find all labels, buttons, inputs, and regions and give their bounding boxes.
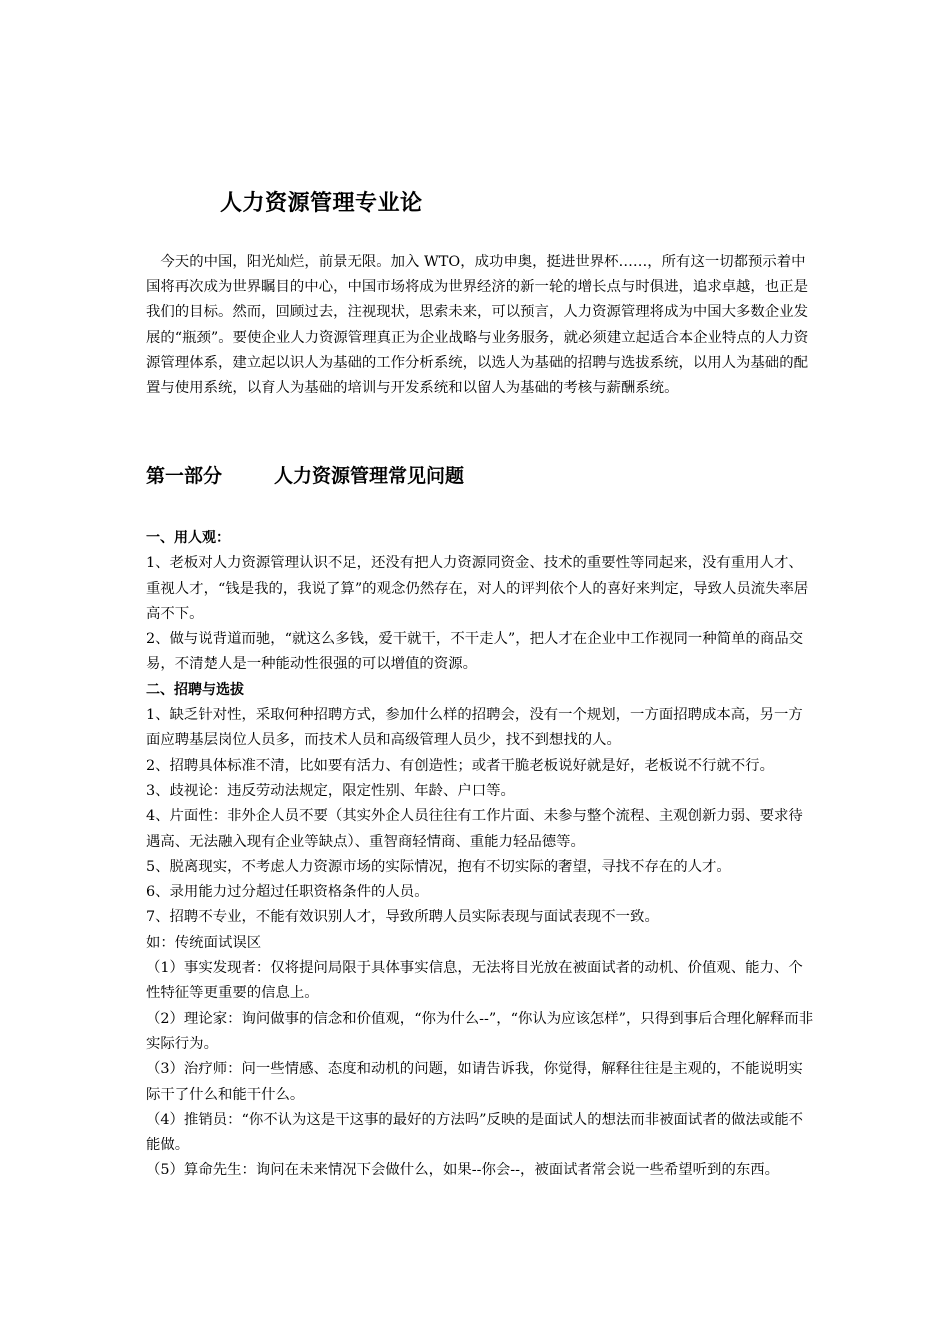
list-item: （1）事实发现者：仅将提问局限于具体事实信息，无法将目光放在被面试者的动机、价值观、能力、个性特征等更重要的信息上。 bbox=[146, 960, 803, 1002]
list-item: 如：传统面试误区 bbox=[146, 934, 262, 951]
list-item: （2）理论家：询问做事的信念和价值观，“你为什么--”，“你认为应该怎样”，只得到事后合理化解释而非实际行为。 bbox=[146, 1010, 814, 1052]
subsection-heading: 一、用人观： bbox=[146, 530, 230, 546]
list-item: 1、老板对人力资源管理认识不足，还没有把人力资源同资金、技术的重要性等同起来，没有重用人才、重视人才，“钱是我的，我说了算”的观念仍然存在，对人的评判依个人的喜好来判定，导致人员流失率居高不下。 bbox=[146, 555, 809, 622]
list-item: 2、做与说背道而驰，“就这么多钱，爱干就干，不干走人”，把人才在企业中工作视同一种简单的商品交易，不清楚人是一种能动性很强的可以增值的资源。 bbox=[146, 631, 804, 673]
list-item: （5）算命先生：询问在未来情况下会做什么，如果--你会--，被面试者常会说一些希望听到的东西。 bbox=[146, 1162, 780, 1179]
subsection-heading: 二、招聘与选拔 bbox=[146, 681, 244, 698]
list-item: 1、缺乏针对性，采取何种招聘方式，参加什么样的招聘会，没有一个规划，一方面招聘成本高，另一方面应聘基层岗位人员多，而技术人员和高级管理人员少，找不到想找的人。 bbox=[146, 707, 803, 749]
list-item: （3）治疗师：问一些情感、态度和动机的问题，如请告诉我，你觉得，解释往往是主观的，不能说明实际干了什么和能干什么。 bbox=[146, 1061, 803, 1103]
list-item: 7、招聘不专业，不能有效识别人才，导致所聘人员实际表现与面试表现不一致。 bbox=[146, 909, 659, 926]
intro-paragraph bbox=[146, 250, 810, 401]
list-item: 5、脱离现实，不考虑人力资源市场的实际情况，抱有不切实际的奢望，寻找不存在的人才。 bbox=[146, 858, 731, 875]
list-item: （4）推销员：“你不认为这是干这事的最好的方法吗”反映的是面试人的想法而非被面试者的做法或能不能做。 bbox=[146, 1111, 804, 1154]
section-heading bbox=[146, 461, 464, 488]
list-item: 4、片面性：非外企人员不要（其实外企人员往往有工作片面、未参与整个流程、主观创新力弱、要求待遇高、无法融入现有企业等缺点）、重智商轻情商、重能力轻品德等。 bbox=[146, 808, 803, 850]
section-title: 人力资源管理常见问题 bbox=[274, 465, 465, 487]
list-item: 3、歧视论：违反劳动法规定，限定性别、年龄、户口等。 bbox=[146, 782, 515, 799]
section-body bbox=[146, 526, 814, 1184]
section-part-label: 第一部分 bbox=[146, 465, 223, 487]
intro-text: 今天的中国，阳光灿烂，前景无限。加入 WTO，成功申奥，挺进世界杯……，所有这一切都预示着中国将再次成为世界瞩目的中心，中国市场将成为世界经济的新一轮的增长点与时俱进，追求卓越，也正是我们的目标。然而，回顾过去，注视现状，思索未来，可以预言，人力资源管理将成为中国大多数企业发展的“瓶颈”。要使企业人力资源管理真正为企业战略与业务服务，就必须建立起适合本企业特点的人力资源管理体系，建立起以识人为基础的工作分析系统，以选人为基础的招聘与选拔系统，以用人为基础的配置与使用系统，以育人为基础的培训与开发系统和以留人为基础的考核与薪酬系统。 bbox=[146, 254, 809, 397]
document-title: 人力资源管理专业论 bbox=[220, 191, 423, 216]
list-item: 2、招聘具体标准不清，比如要有活力、有创造性；或者干脆老板说好就是好，老板说不行就不行。 bbox=[146, 757, 774, 774]
list-item: 6、录用能力过分超过任职资格条件的人员。 bbox=[146, 884, 429, 901]
